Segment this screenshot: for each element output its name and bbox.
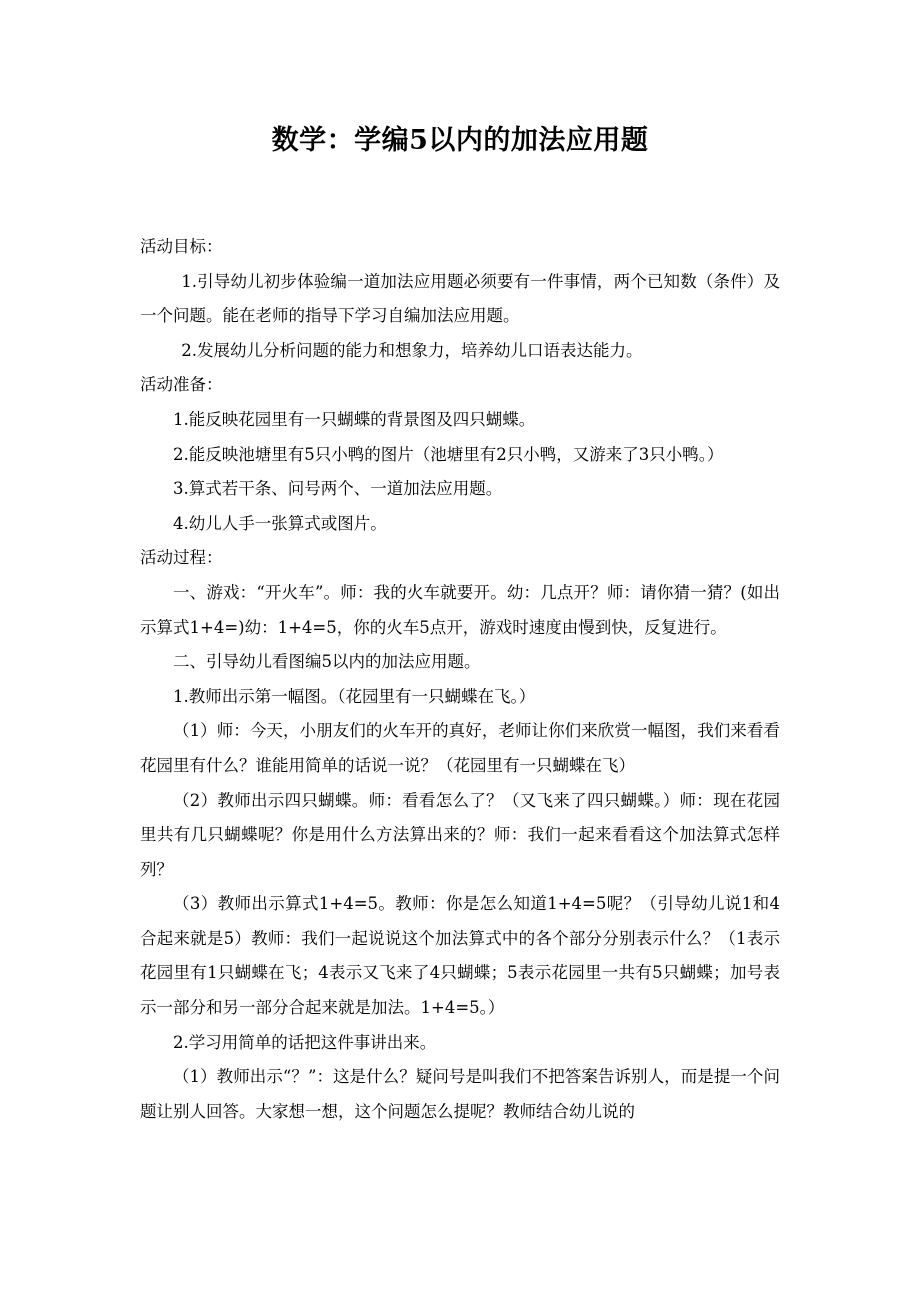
preparation-item: 3.算式若干条、问号两个、一道加法应用题。 (173, 479, 503, 499)
process-item: （1）师：今天，小朋友们的火车开的真好，老师让你们来欣赏一幅图，我们来看看花园里有什么？谁能用简单的话说一说？（花园里有一只蝴蝶在飞） (140, 721, 780, 775)
process-item: 1.教师出示第一幅图。（花园里有一只蝴蝶在飞。） (173, 686, 536, 706)
document-body (140, 230, 780, 1129)
goal-item: 2.发展幼儿分析问题的能力和想象力，培养幼儿口语表达能力。 (181, 340, 643, 360)
preparation-item: 2.能反映池塘里有5只小鸭的图片（池塘里有2只小鸭，又游来了3只小鸭。） (173, 444, 724, 464)
process-item: 一、游戏：“开火车”。师：我的火车就要开。幼：几点开？师：请你猜一猜？(如出示算式1+4=)幼：1+4=5，你的火车5点开，游戏时速度由慢到快，反复进行。 (140, 582, 780, 637)
process-item: （2）教师出示四只蝴蝶。师：看看怎么了？（又飞来了四只蝴蝶。）师：现在花园里共有几只蝴蝶呢？你是用什么方法算出来的？师：我们一起来看看这个加法算式怎样列？ (140, 790, 780, 879)
process-item: （3）教师出示算式1+4=5。教师：你是怎么知道1+4=5呢？（引导幼儿说1和4合起来就是5）教师：我们一起说说这个加法算式中的各个部分分别表示什么？（1表示花园里有1只蝴蝶在飞；4表示又飞来了4只蝴蝶；5表示花园里一共有5只蝴蝶；加号表示一部分和另一部分合起来就是加法。1+4=5。） (140, 894, 780, 1018)
process-item: 2.学习用简单的话把这件事讲出来。 (173, 1032, 437, 1052)
process-item: 二、引导幼儿看图编5以内的加法应用题。 (173, 652, 481, 672)
preparation-heading: 活动准备： (140, 375, 223, 395)
document-title: 数学：学编5以内的加法应用题 (271, 125, 649, 156)
goal-item: 1.引导幼儿初步体验编一道加法应用题必须要有一件事情，两个已知数（条件）及一个问题。能在老师的指导下学习自编加法应用题。 (140, 271, 780, 326)
preparation-item: 1.能反映花园里有一只蝴蝶的背景图及四只蝴蝶。 (173, 409, 536, 429)
process-heading: 活动过程： (140, 548, 223, 568)
process-item: （1）教师出示“？”：这是什么？疑问号是叫我们不把答案告诉别人，而是提一个问题让别人回答。大家想一想，这个问题怎么提呢？教师结合幼儿说的 (140, 1067, 780, 1121)
goals-heading: 活动目标： (140, 237, 223, 256)
preparation-item: 4.幼儿人手一张算式或图片。 (173, 513, 387, 533)
